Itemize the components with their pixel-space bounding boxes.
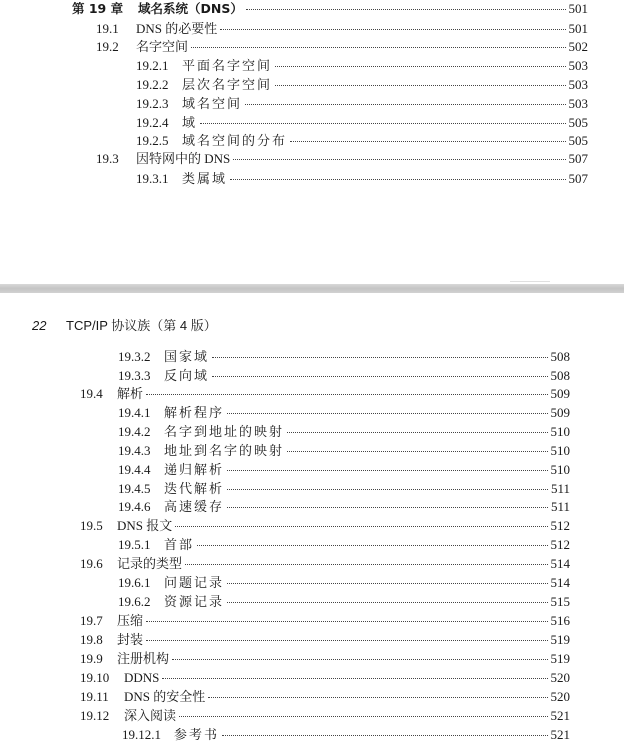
toc-entry[interactable] [80, 688, 570, 706]
page-number: 509 [550, 386, 570, 401]
toc-entry[interactable] [96, 150, 588, 168]
section-number: 19.1 [96, 21, 119, 36]
section-number: 19.5 [80, 518, 103, 533]
section-number: 19.12.1 [122, 727, 161, 742]
page-number: 503 [568, 58, 588, 73]
scan-artifact [510, 281, 550, 282]
page-number: 515 [550, 594, 570, 609]
toc-entry[interactable] [136, 114, 588, 132]
section-title: 因特网中的 DNS [136, 151, 231, 166]
section-number: 19.4.4 [118, 462, 151, 477]
section-title: 资源记录 [164, 594, 225, 609]
section-number: 19.6 [80, 556, 103, 571]
toc-entry[interactable] [80, 707, 570, 725]
dot-leader [185, 564, 547, 565]
section-title: 记录的类型 [117, 556, 183, 571]
toc-entry[interactable] [80, 669, 570, 687]
section-title: 高速缓存 [164, 499, 225, 514]
dot-leader [227, 602, 547, 603]
section-title: 注册机构 [117, 651, 170, 666]
toc-entry[interactable] [118, 423, 570, 441]
dot-leader [220, 29, 565, 30]
section-title: 参考书 [174, 727, 220, 742]
dot-leader [245, 104, 565, 105]
section-title: 反向域 [164, 368, 210, 383]
page-number: 521 [550, 727, 570, 742]
page-number: 502 [568, 39, 588, 54]
toc-entry[interactable] [118, 442, 570, 460]
dot-leader [212, 357, 547, 358]
section-number: 19.9 [80, 651, 103, 666]
toc-entry[interactable] [118, 367, 570, 385]
section-number: 19.5.1 [118, 537, 151, 552]
page-number: 511 [550, 481, 570, 496]
page-number: 510 [550, 424, 570, 439]
dot-leader [146, 621, 547, 622]
toc-entry[interactable] [80, 650, 570, 668]
dot-leader [172, 659, 547, 660]
book-title: TCP/IP 协议族（第 4 版） [66, 318, 217, 333]
dot-leader [227, 489, 548, 490]
page-separator [0, 284, 624, 293]
section-number: 19.4.5 [118, 481, 151, 496]
dot-leader [197, 545, 547, 546]
page-number: 512 [550, 518, 570, 533]
page-number: 514 [550, 556, 570, 571]
toc-entry[interactable] [118, 461, 570, 479]
section-title: 问题记录 [164, 575, 225, 590]
section-title: 平面名字空间 [182, 58, 273, 73]
chapter-title: 域名系统（DNS） [138, 1, 243, 16]
dot-leader [191, 47, 565, 48]
section-number: 19.4.2 [118, 424, 151, 439]
dot-leader [287, 451, 547, 452]
section-title: 名字空间 [136, 39, 189, 54]
page-number: 501 [568, 1, 588, 16]
section-number: 19.2.4 [136, 115, 169, 130]
section-title: 解析程序 [164, 405, 225, 420]
section-title: 压缩 [117, 613, 144, 628]
page-number: 514 [550, 575, 570, 590]
dot-leader [212, 376, 547, 377]
page-number: 510 [550, 462, 570, 477]
section-number: 19.4.6 [118, 499, 151, 514]
section-number: 19.6.2 [118, 594, 151, 609]
section-number: 19.4 [80, 386, 103, 401]
dot-leader [200, 123, 565, 124]
dot-leader [222, 735, 547, 736]
section-title: 迭代解析 [164, 481, 225, 496]
section-number: 19.6.1 [118, 575, 151, 590]
section-title: 域 [182, 115, 198, 130]
section-title: 解析 [117, 386, 144, 401]
section-number: 19.3.2 [118, 349, 151, 364]
page-number: 519 [550, 651, 570, 666]
dot-leader [146, 394, 547, 395]
toc-entry[interactable] [80, 631, 570, 649]
section-number: 19.2 [96, 39, 119, 54]
toc-chapter-19[interactable] [72, 0, 588, 18]
section-number: 19.2.1 [136, 58, 169, 73]
page-number: 503 [568, 96, 588, 111]
page-number: 510 [550, 443, 570, 458]
page-number: 508 [550, 349, 570, 364]
page-number: 511 [550, 499, 570, 514]
dot-leader [275, 66, 565, 67]
section-number: 19.2.5 [136, 133, 169, 148]
dot-leader [175, 526, 547, 527]
section-number: 19.11 [80, 689, 109, 704]
section-title: 域名空间 [182, 96, 243, 111]
section-number: 19.3.3 [118, 368, 151, 383]
toc-page-bottom [0, 293, 624, 740]
toc-entry[interactable] [96, 20, 588, 38]
section-number: 19.3 [96, 151, 119, 166]
page-number: 516 [550, 613, 570, 628]
dot-leader [227, 507, 548, 508]
dot-leader [230, 179, 565, 180]
toc-entry[interactable] [80, 555, 570, 573]
page-number: 520 [550, 689, 570, 704]
section-title: 首部 [164, 537, 195, 552]
page-number: 521 [550, 708, 570, 723]
section-title: 层次名字空间 [182, 77, 273, 92]
section-number: 19.3.1 [136, 171, 169, 186]
section-title: 名字到地址的映射 [164, 424, 285, 439]
folio-page-number: 22 [32, 318, 47, 333]
toc-entry[interactable] [80, 612, 570, 630]
section-number: 19.8 [80, 632, 103, 647]
page-number: 505 [568, 133, 588, 148]
toc-entry[interactable] [136, 170, 588, 188]
toc-entry[interactable] [122, 726, 570, 744]
section-title: 深入阅读 [124, 708, 177, 723]
toc-entry[interactable] [118, 574, 570, 592]
section-title: DNS 的必要性 [136, 21, 218, 36]
section-title: DDNS [124, 670, 160, 685]
toc-entry[interactable] [96, 38, 588, 56]
section-number: 19.2.2 [136, 77, 169, 92]
dot-leader [290, 141, 565, 142]
section-title: DNS 的安全性 [124, 689, 206, 704]
section-title: 国家域 [164, 349, 210, 364]
toc-entry[interactable] [136, 57, 588, 75]
section-title: 地址到名字的映射 [164, 443, 285, 458]
section-number: 19.4.3 [118, 443, 151, 458]
dot-leader [227, 583, 547, 584]
section-title: 递归解析 [164, 462, 225, 477]
dot-leader [227, 413, 547, 414]
page-number: 507 [568, 151, 588, 166]
section-title: DNS 报文 [117, 518, 173, 533]
dot-leader [246, 9, 566, 10]
toc-entry[interactable] [118, 404, 570, 422]
page-number: 520 [550, 670, 570, 685]
section-title: 类属域 [182, 171, 228, 186]
toc-entry[interactable] [118, 593, 570, 611]
toc-entry[interactable] [136, 132, 588, 150]
dot-leader [179, 716, 547, 717]
toc-entry[interactable] [136, 76, 588, 94]
page-number: 508 [550, 368, 570, 383]
page-number: 507 [568, 171, 588, 186]
dot-leader [227, 470, 547, 471]
dot-leader [287, 432, 547, 433]
toc-entry[interactable] [118, 348, 570, 366]
section-title: 封装 [117, 632, 144, 647]
dot-leader [233, 159, 565, 160]
toc-entry[interactable] [118, 536, 570, 554]
page-number: 501 [568, 21, 588, 36]
dot-leader [275, 85, 565, 86]
section-number: 19.4.1 [118, 405, 151, 420]
toc-entry[interactable] [136, 95, 588, 113]
running-head [32, 315, 217, 334]
dot-leader [208, 697, 547, 698]
section-title: 域名空间的分布 [182, 133, 288, 148]
dot-leader [162, 678, 547, 679]
page-number: 519 [550, 632, 570, 647]
page-number: 505 [568, 115, 588, 130]
section-number: 19.2.3 [136, 96, 169, 111]
page-number: 512 [550, 537, 570, 552]
chapter-number: 第 19 章 [72, 1, 124, 16]
toc-entry[interactable] [118, 480, 570, 498]
dot-leader [146, 640, 547, 641]
page-number: 503 [568, 77, 588, 92]
toc-entry[interactable] [80, 385, 570, 403]
toc-entry[interactable] [80, 517, 570, 535]
toc-page-top [0, 0, 624, 284]
section-number: 19.10 [80, 670, 110, 685]
section-number: 19.7 [80, 613, 103, 628]
toc-entry[interactable] [118, 498, 570, 516]
page-number: 509 [550, 405, 570, 420]
section-number: 19.12 [80, 708, 110, 723]
